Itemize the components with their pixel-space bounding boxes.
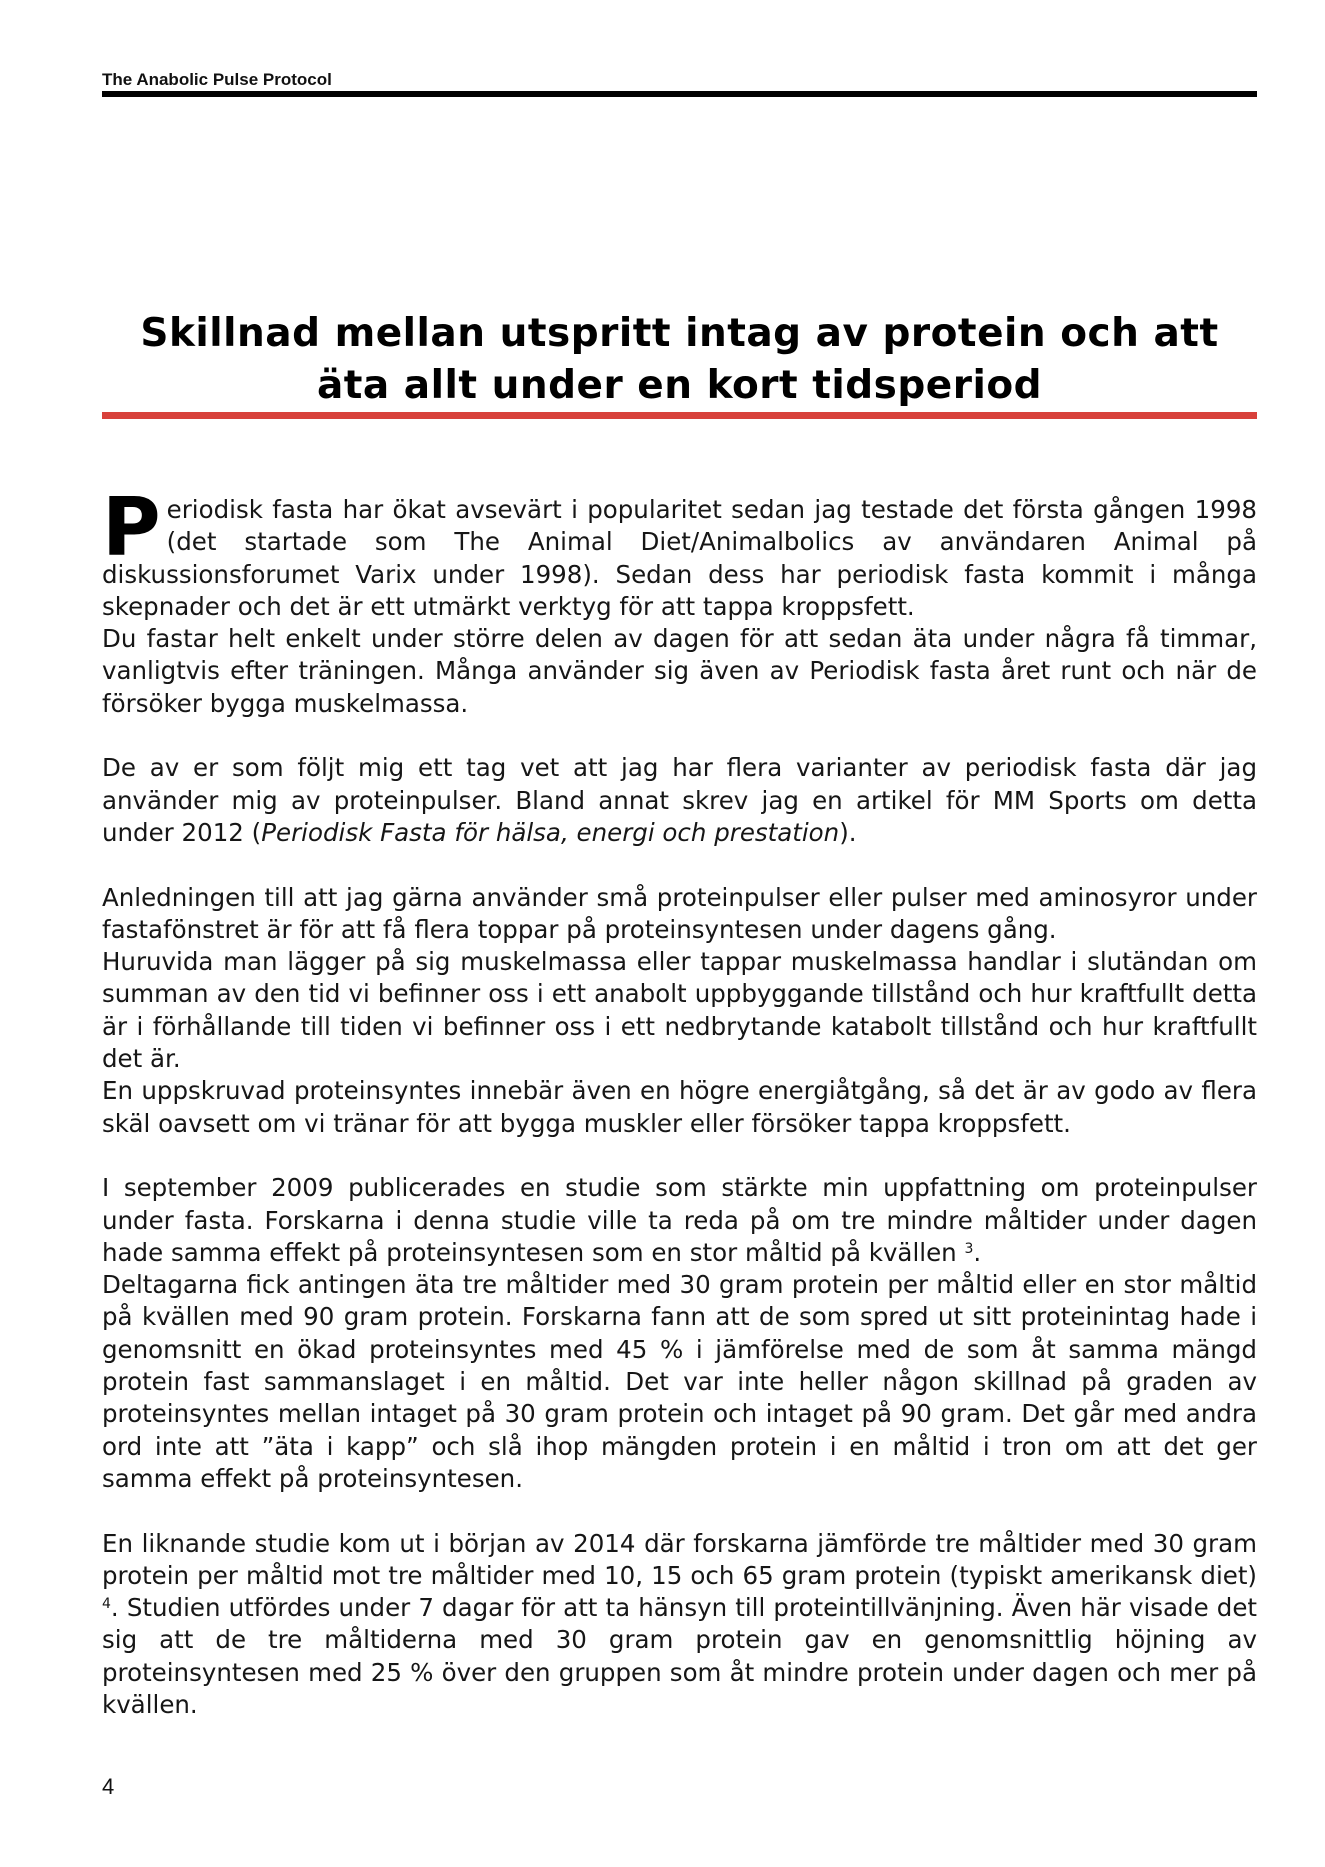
paragraph-intro-text: eriodisk fasta har ökat avsevärt i popularitet sedan jag testade det första gången 1998 (det startade som The Animal Diet/Animalbolics av användaren Animal på diskussionsforumet Varix under 1998). Sedan dess har periodisk fasta kommit i många skepnader och det är ett utmärkt verktyg för att tappa kroppsfett. <box>102 495 1257 621</box>
drop-cap: P <box>102 481 161 574</box>
paragraph-energy: En uppskruvad proteinsyntes innebär även en högre energiåtgång, så det är av godo av flera skäl oavsett om vi tränar för att bygga muskler eller försöker tappa kroppsfett. <box>102 1076 1257 1138</box>
chapter-title-line-2: äta allt under en kort tidsperiod <box>316 363 1043 408</box>
paragraph-study-2009: I september 2009 publicerades en studie som stärkte min uppfattning om proteinpulser under fasta. Forskarna i denna studie ville ta reda på om tre mindre måltider under dagen hade samma effekt på proteinsyntesen som en stor måltid på kvällen $^3$. <box>102 1173 1257 1267</box>
article-title-reference: Periodisk Fasta för hälsa, energi och prestation <box>261 817 840 847</box>
article-body <box>102 481 1257 1721</box>
paragraph-reason: Anledningen till att jag gärna använder små proteinpulser eller pulser med aminosyror under fastafönstret är för att få flera toppar på proteinsyntesen under dagens gång. <box>102 882 1257 944</box>
chapter-title <box>102 308 1257 412</box>
footnote-ref-3: 3 <box>964 1240 974 1257</box>
paragraph-intro <box>102 481 1257 623</box>
paragraph-proteinpulses: De av er som följt mig ett tag vet att jag har flera varianter av periodisk fasta där jag använder mig av proteinpulser. Bland annat skrev jag en artikel för MM Sports om detta under 2012 (Periodisk Fasta för hälsa, energi och prestation). <box>102 753 1257 847</box>
chapter-title-line-1: Skillnad mellan utspritt intag av protein och att <box>140 311 1219 356</box>
paragraph-study-2014: En liknande studie kom ut i början av 2014 där forskarna jämförde tre måltider med 30 gram protein per måltid mot tre måltider med 10, 15 och 65 gram protein (typiskt amerikansk diet) $^4$. Studien utfördes under 7 dagar för att ta hänsyn till proteintillvänjning. Även här visade det sig att de tre måltiderna med 30 gram protein gav en genomsnittlig höjning av proteinsyntesen med 25 % över den gruppen som åt mindre protein under dagen och mer på kvällen. <box>102 1528 1257 1719</box>
paragraph-fasting: Du fastar helt enkelt under större delen av dagen för att sedan äta under några få timmar, vanligtvis efter träningen. Många använder sig även av Periodisk fasta året runt och när de försöker bygga muskelmassa. <box>102 624 1257 718</box>
paragraph-anabolic: Huruvida man lägger på sig muskelmassa eller tappar muskelmassa handlar i slutändan om summan av den tid vi befinner oss i ett anabolt uppbyggande tillstånd och hur kraftfullt detta är i förhållande till tiden vi befinner oss i ett nedbrytande katabolt tillstånd och hur kraftfullt det är. <box>102 947 1257 1074</box>
paragraph-study-results: Deltagarna fick antingen äta tre måltider med 30 gram protein per måltid eller en stor måltid på kvällen med 90 gram protein. Forskarna fann att de som spred ut sitt proteinintag hade i genomsnitt en ökad proteinsyntes med 45 % i jämförelse med de som åt samma mängd protein fast sammanslaget i en måltid. Det var inte heller någon skillnad på graden av proteinsyntes mellan intaget på 30 gram protein och intaget på 90 gram. Det går med andra ord inte att ”äta i kapp” och slå ihop mängden protein i en måltid i tron om att det ger samma effekt på proteinsyntesen. <box>102 1270 1257 1493</box>
footnote-ref-4: 4 <box>102 1596 111 1613</box>
running-header: The Anabolic Pulse Protocol <box>102 70 332 89</box>
title-underline <box>102 412 1257 419</box>
header-rule <box>102 91 1257 97</box>
page-number: 4 <box>102 1774 115 1799</box>
